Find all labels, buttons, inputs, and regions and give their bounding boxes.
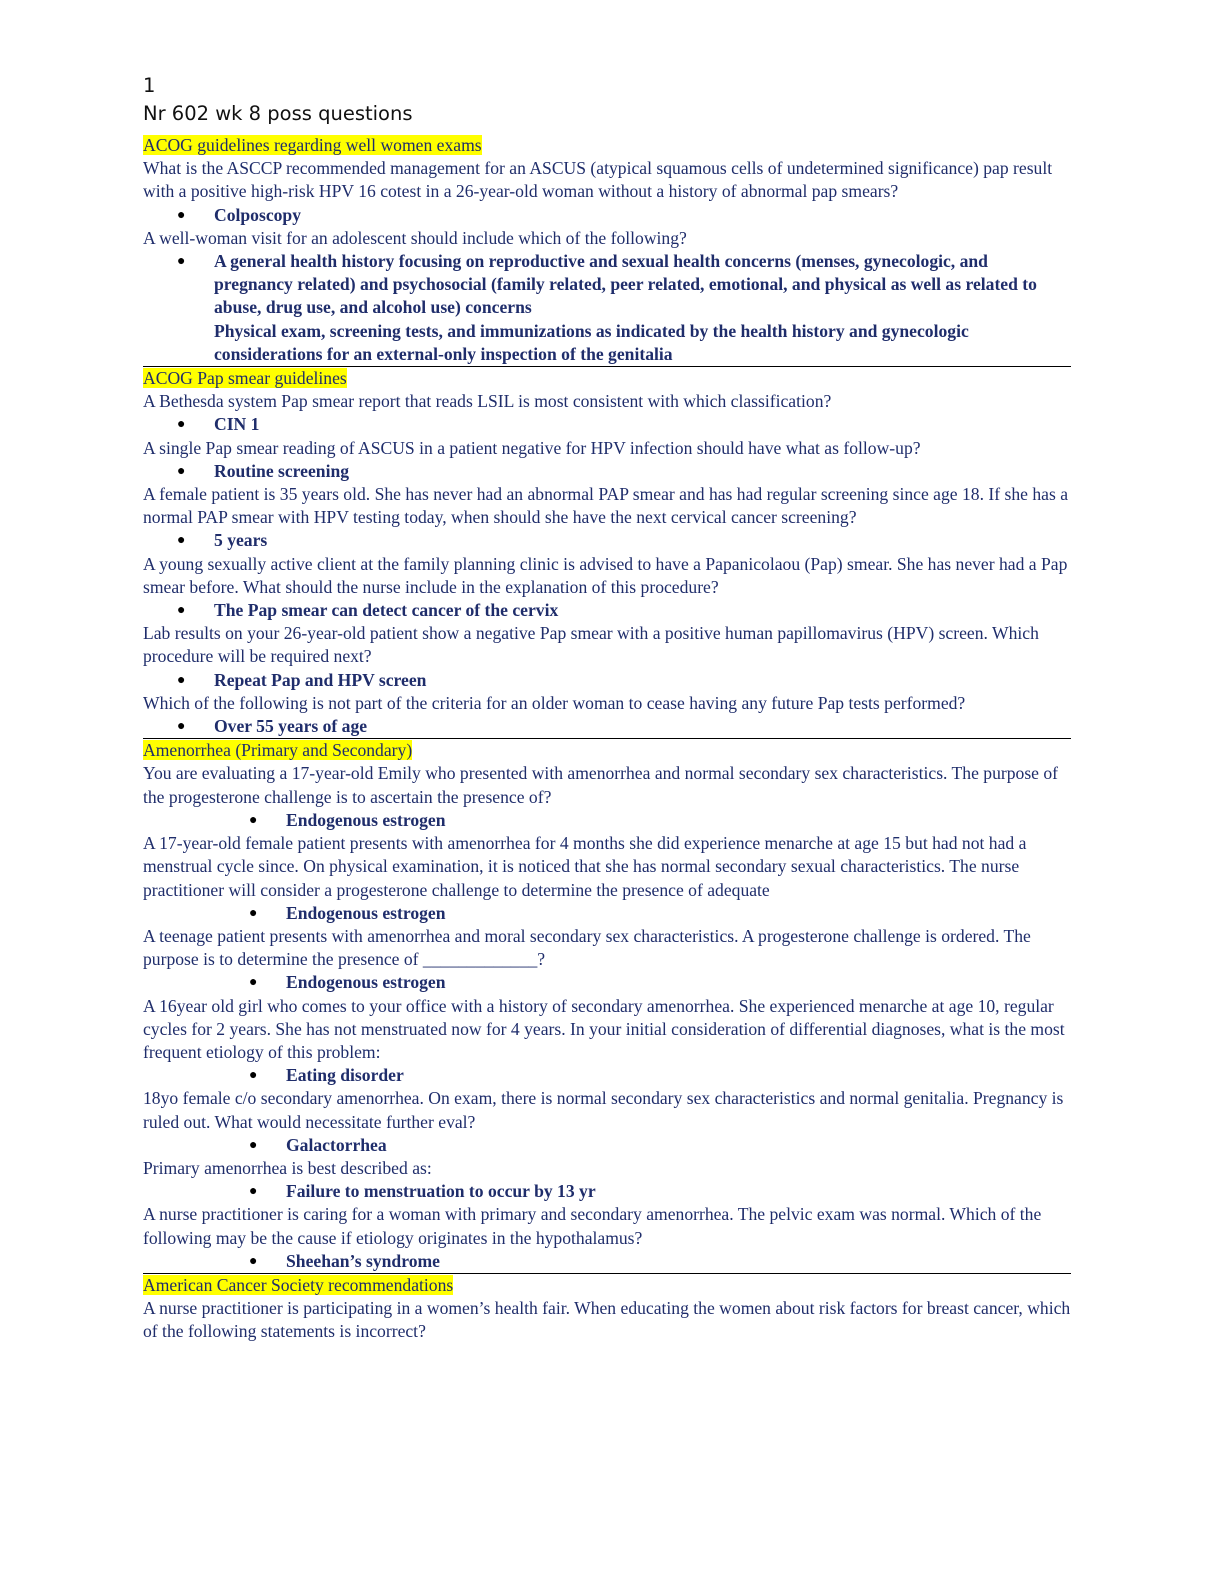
bullet-icon: ● — [177, 672, 186, 688]
answer: ● Endogenous estrogen — [143, 809, 1071, 832]
question: A female patient is 35 years old. She has never had an abnormal PAP smear and has had regular screening since age 18. If she has a normal PAP smear with HPV testing today, when should she have the next cervical cancer screening? — [143, 484, 1069, 528]
answer: ● The Pap smear can detect cancer of the cervix — [143, 599, 1071, 622]
bullet-icon: ● — [177, 254, 186, 270]
page-number: 1 — [143, 74, 156, 97]
answer: ● Galactorrhea — [143, 1134, 1071, 1157]
question: Which of the following is not part of the criteria for an older woman to cease having any future Pap tests performed? — [143, 692, 966, 713]
bullet-icon: ● — [249, 1253, 258, 1269]
answer: ● Over 55 years of age — [143, 715, 1071, 738]
bullet-icon: ● — [249, 1068, 258, 1084]
bullet-icon: ● — [249, 812, 258, 828]
section-acog-well-women — [143, 134, 1071, 367]
question: A single Pap smear reading of ASCUS in a patient negative for HPV infection should have what as follow-up? — [143, 437, 921, 458]
section-american-cancer-society — [143, 1274, 1071, 1344]
question: A nurse practitioner is caring for a woman with primary and secondary amenorrhea. The pelvic exam was normal. Which of the following may be the cause if etiology originates in the hypothalamus? — [143, 1204, 1042, 1248]
bullet-icon: ● — [177, 533, 186, 549]
question: What is the ASCCP recommended management for an ASCUS (atypical squamous cells of undetermined significance) pap result with a positive high-risk HPV 16 cotest in a 26-year-old woman without a history of abnormal pap smears? — [143, 158, 1053, 202]
document-page — [143, 72, 1071, 1344]
section-heading: ACOG guidelines regarding well women exams — [143, 135, 482, 155]
answer: ● Failure to menstruation to occur by 13 yr — [143, 1180, 1071, 1203]
bullet-icon: ● — [177, 463, 186, 479]
answer: ● Routine screening — [143, 460, 1071, 483]
answer-continued: Physical exam, screening tests, and immunizations as indicated by the health history and gynecologic considerations for an external-only inspection of the genitalia — [214, 320, 969, 364]
question: You are evaluating a 17-year-old Emily who presented with amenorrhea and normal secondary sex characteristics. The purpose of the progesterone challenge is to ascertain the presence of? — [143, 763, 1059, 807]
bullet-icon: ● — [177, 417, 186, 433]
section-heading: ACOG Pap smear guidelines — [143, 368, 347, 389]
answer: ● Endogenous estrogen — [143, 971, 1071, 994]
question: Primary amenorrhea is best described as: — [143, 1157, 432, 1178]
section-heading: American Cancer Society recommendations — [143, 1274, 454, 1295]
question: A young sexually active client at the family planning clinic is advised to have a Papanicolaou (Pap) smear. She has never had a Pap smear before. What should the nurse include in the explanation of this procedure? — [143, 553, 1068, 597]
bullet-icon: ● — [249, 1137, 258, 1153]
section-acog-pap-smear — [143, 367, 1071, 739]
answer: ● A general health history focusing on reproductive and sexual health concerns (menses, gynecologic, and pregnancy related) and psychosocial (family related, peer related, emotional, and physical as well as related to abuse, drug use, and alcohol use) concerns — [177, 251, 1037, 318]
answer: ● Eating disorder — [143, 1064, 1071, 1087]
answer: ● Endogenous estrogen — [143, 902, 1071, 925]
bullet-icon: ● — [249, 975, 258, 991]
document-title: Nr 602 wk 8 poss questions — [143, 102, 413, 125]
bullet-icon: ● — [177, 603, 186, 619]
section-heading: Amenorrhea (Primary and Secondary) — [143, 740, 413, 761]
question: A Bethesda system Pap smear report that reads LSIL is most consistent with which classification? — [143, 391, 832, 412]
question: 18yo female c/o secondary amenorrhea. On exam, there is normal secondary sex characteristics and normal genitalia. Pregnancy is ruled out. What would necessitate further eval? — [143, 1088, 1064, 1132]
answer: ● CIN 1 — [143, 413, 1071, 436]
bullet-icon: ● — [249, 1184, 258, 1200]
question: Lab results on your 26-year-old patient show a negative Pap smear with a positive human papillomavirus (HPV) screen. Which procedure will be required next? — [143, 623, 1039, 667]
bullet-icon: ● — [177, 207, 186, 223]
bullet-icon: ● — [249, 905, 258, 921]
question: A nurse practitioner is participating in a women’s health fair. When educating the women about risk factors for breast cancer, which of the following statements is incorrect? — [143, 1298, 1071, 1342]
question: A well-woman visit for an adolescent should include which of the following? — [143, 227, 687, 248]
question: A teenage patient presents with amenorrhea and moral secondary sex characteristics. A progesterone challenge is ordered. The purpose is to determine the presence of _____________? — [143, 925, 1031, 970]
answer: ● 5 years — [143, 529, 1071, 552]
bullet-icon: ● — [177, 719, 186, 735]
question: A 16year old girl who comes to your office with a history of secondary amenorrhea. She experienced menarche at age 10, regular cycles for 2 years. She has not menstruated now for 4 years. In your initial consideration of differential diagnoses, what is the most frequent etiology of this problem: — [143, 995, 1065, 1062]
question: A 17-year-old female patient presents with amenorrhea for 4 months she did experience menarche at age 15 but had not had a menstrual cycle since. On physical examination, it is noticed that she has normal secondary sexual characteristics. The nurse practitioner will consider a progesterone challenge to determine the presence of adequate — [143, 833, 1027, 900]
answer: ● Colposcopy — [143, 204, 1071, 227]
answer: ● Sheehan’s syndrome — [143, 1250, 1071, 1273]
answer: ● Repeat Pap and HPV screen — [143, 669, 1071, 692]
section-amenorrhea — [143, 739, 1071, 1274]
